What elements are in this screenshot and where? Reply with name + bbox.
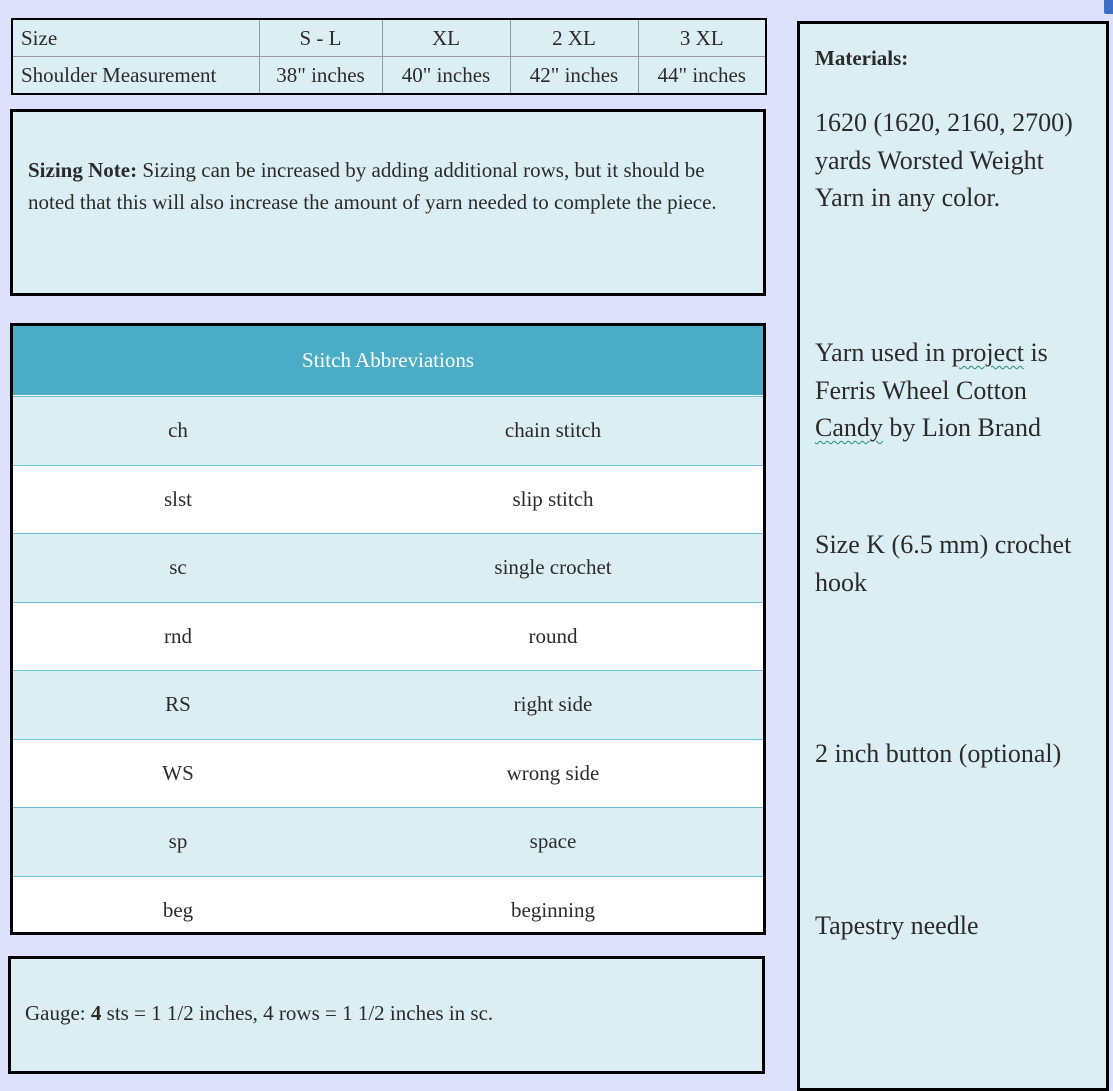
yarn-used-text-a: Yarn used in (815, 338, 952, 367)
table-row (13, 602, 763, 671)
gauge-text: sts = 1 1/2 inches, 4 rows = 1 1/2 inches in sc. (101, 1001, 494, 1025)
shoulder-2xl: 42" inches (510, 57, 638, 94)
yarn-used-text-b: is Ferris Wheel Cotton (815, 338, 1048, 405)
abbreviation-meaning: slip stitch (512, 486, 594, 511)
table-row (13, 876, 763, 945)
sizing-note-text: Sizing can be increased by adding additional rows, but it should be noted that this will also increase the amount of yarn needed to complete the piece. (28, 158, 717, 214)
table-row (13, 533, 763, 602)
table-row (13, 670, 763, 739)
materials-yarn-used (815, 334, 1095, 447)
size-chart (13, 20, 765, 93)
table-row (13, 807, 763, 876)
abbreviation-meaning: single crochet (494, 555, 612, 580)
sizing-note-box (10, 109, 766, 296)
table-row (13, 396, 763, 465)
materials-heading: Materials: (815, 46, 909, 70)
abbreviation: WS (162, 760, 194, 785)
shoulder-3xl: 44" inches (638, 57, 765, 94)
abbreviation-meaning: round (528, 623, 578, 648)
abbreviation-meaning: space (529, 829, 577, 854)
size-3xl: 3 XL (638, 20, 765, 57)
abbreviation: slst (163, 486, 192, 511)
abbreviations-title: Stitch Abbreviations (13, 326, 763, 396)
abbreviation: RS (165, 692, 191, 717)
shoulder-row (13, 57, 765, 94)
abbreviation: beg (162, 897, 194, 922)
abbreviation: sp (168, 829, 188, 854)
abbreviation-meaning: chain stitch (504, 418, 602, 443)
spellcheck-word-candy: Candy (815, 413, 883, 442)
gauge-box (8, 956, 765, 1074)
materials-yarn-amount: 1620 (1620, 2160, 2700) yards Worsted Weight Yarn in any color. (815, 108, 1073, 212)
materials-hook: Size K (6.5 mm) crochet hook (815, 530, 1072, 597)
abbreviation: ch (168, 418, 188, 443)
materials-panel (797, 21, 1109, 1091)
size-header-row (13, 20, 765, 57)
gauge-prefix: Gauge: (25, 1001, 91, 1025)
materials-needle: Tapestry needle (815, 911, 979, 940)
abbreviation: sc (169, 555, 187, 580)
abbreviation-meaning: beginning (511, 897, 595, 922)
abbreviation-meaning: right side (513, 692, 593, 717)
shoulder-s-l: 38" inches (259, 57, 382, 94)
yarn-used-text-c: by Lion Brand (882, 413, 1042, 442)
corner-marker (1104, 0, 1113, 14)
sizing-note-label: Sizing Note: (28, 158, 138, 182)
size-table (11, 18, 767, 95)
spellcheck-word-project: project (951, 338, 1024, 367)
size-label: Size (13, 20, 259, 57)
size-2xl: 2 XL (510, 20, 638, 57)
shoulder-label: Shoulder Measurement (13, 57, 259, 94)
materials-button: 2 inch button (optional) (815, 739, 1062, 768)
stitch-abbreviations-table (10, 323, 766, 935)
table-row (13, 739, 763, 808)
size-xl: XL (382, 20, 510, 57)
abbreviation-meaning: wrong side (506, 760, 600, 785)
table-row (13, 465, 763, 534)
size-s-l: S - L (259, 20, 382, 57)
gauge-stitch-count: 4 (90, 1001, 102, 1025)
abbreviation: rnd (164, 623, 192, 648)
shoulder-xl: 40" inches (382, 57, 510, 94)
